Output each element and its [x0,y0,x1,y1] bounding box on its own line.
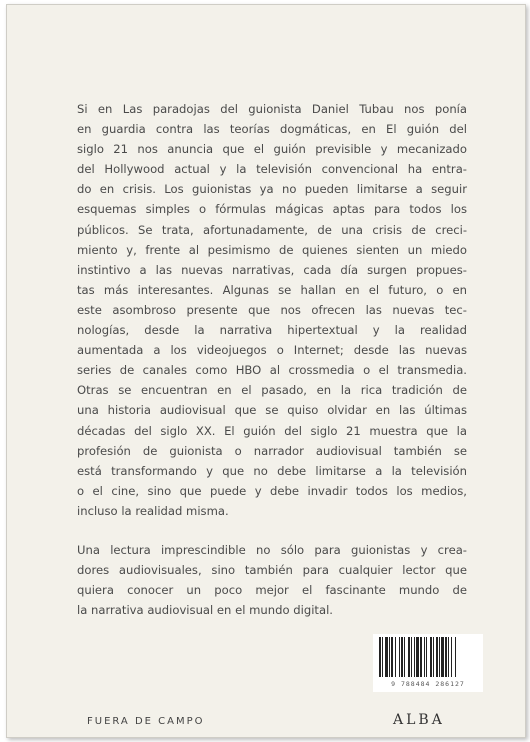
barcode-bar [448,637,449,677]
blurb-text [77,99,467,620]
text-line: miento y, frente al pesimismo de quienes sienten un miedo [77,242,467,257]
text-line: en guardia contra las teorías dogmáticas, en El guión del [77,122,467,137]
text-line: series de canales como HBO al crossmedia o el transmedia. [77,363,467,378]
barcode-bar [379,637,381,677]
text-line: Si en Las paradojas del guionista Daniel Tubau nos ponía [77,102,467,116]
barcode-bar [426,637,427,677]
imprint-label: FUERA DE CAMPO [87,716,205,727]
text-line: Una lectura imprescindible no sólo para guionistas y crea- [77,542,467,557]
barcode-bar [411,637,412,677]
barcode-bar [436,637,438,677]
paragraph-gap [77,521,467,540]
publisher-logo: ALBA [393,712,445,728]
barcode-digits: 9 788484 286127 [391,680,465,688]
text-line: está transformando y que no debe limitarse a la televisión [77,463,467,478]
barcode-bar [385,637,388,677]
text-line: este asombroso presente que nos ofrecen las nuevas tec- [77,302,467,317]
text-line: tas más interesantes. Algunas se hallan en el futuro, o en [77,282,467,297]
barcode-bar [445,637,447,677]
isbn-barcode [373,634,483,692]
text-line: aumentada a los videojuegos o Internet; desde las nuevas [77,343,467,358]
text-line: Otras se encuentran en el pasado, en la rica tradición de [77,383,467,398]
barcode-bar [455,637,456,677]
text-line: esquemas simples o fórmulas mágicas aptas para todos los [77,202,467,217]
text-line: una historia audiovisual que se quiso olvidar en las últimas [77,403,467,418]
barcode-bar [408,637,410,677]
barcode-bar [395,637,396,677]
text-line: siglo 21 nos anuncia que el guión previsible y mecanizado [77,142,467,157]
text-line: públicos. Se trata, afortunadamente, de una crisis de creci- [77,222,467,237]
text-line: décadas del siglo XX. El guión del siglo 21 muestra que la [77,423,467,438]
barcode-bars [373,634,483,680]
barcode-bar [416,637,419,677]
barcode-bar [391,637,393,677]
barcode-bar [433,637,434,677]
text-line: del Hollywood actual y la televisión convencional ha entra- [77,162,467,177]
text-line: profesión de guionista o narrador audiovisual también se [77,443,467,458]
text-line: nologías, desde la narrativa hipertextual y la realidad [77,323,467,338]
barcode-bar [430,637,432,677]
back-cover [6,4,526,738]
barcode-bar [424,637,425,677]
barcode-bar [401,637,403,677]
barcode-bar [404,637,405,677]
text-line: quiera conocer un poco mejor el fascinante mundo de [77,583,467,598]
barcode-bar [420,637,422,677]
barcode-bar [451,637,452,677]
barcode-bar [389,637,390,677]
text-line: do en crisis. Los guionistas ya no pueden limitarse a seguir [77,182,467,197]
barcode-bar [441,637,444,677]
text-line: o el cine, sino que puede y debe invadir todos los medios, [77,483,467,498]
paragraph-2 [77,540,467,620]
text-line: instintivo a las nuevas narrativas, cada día surgen propues- [77,262,467,277]
barcode-bar [414,637,415,677]
barcode-bar [382,637,383,677]
text-line: dores audiovisuales, sino también para cualquier lector que [77,563,467,578]
barcode-bar [399,637,400,677]
text-line: la narrativa audiovisual en el mundo digital. [77,603,333,618]
text-line: incluso la realidad misma. [77,503,229,518]
barcode-bar [439,637,440,677]
paragraph-1 [77,99,467,521]
